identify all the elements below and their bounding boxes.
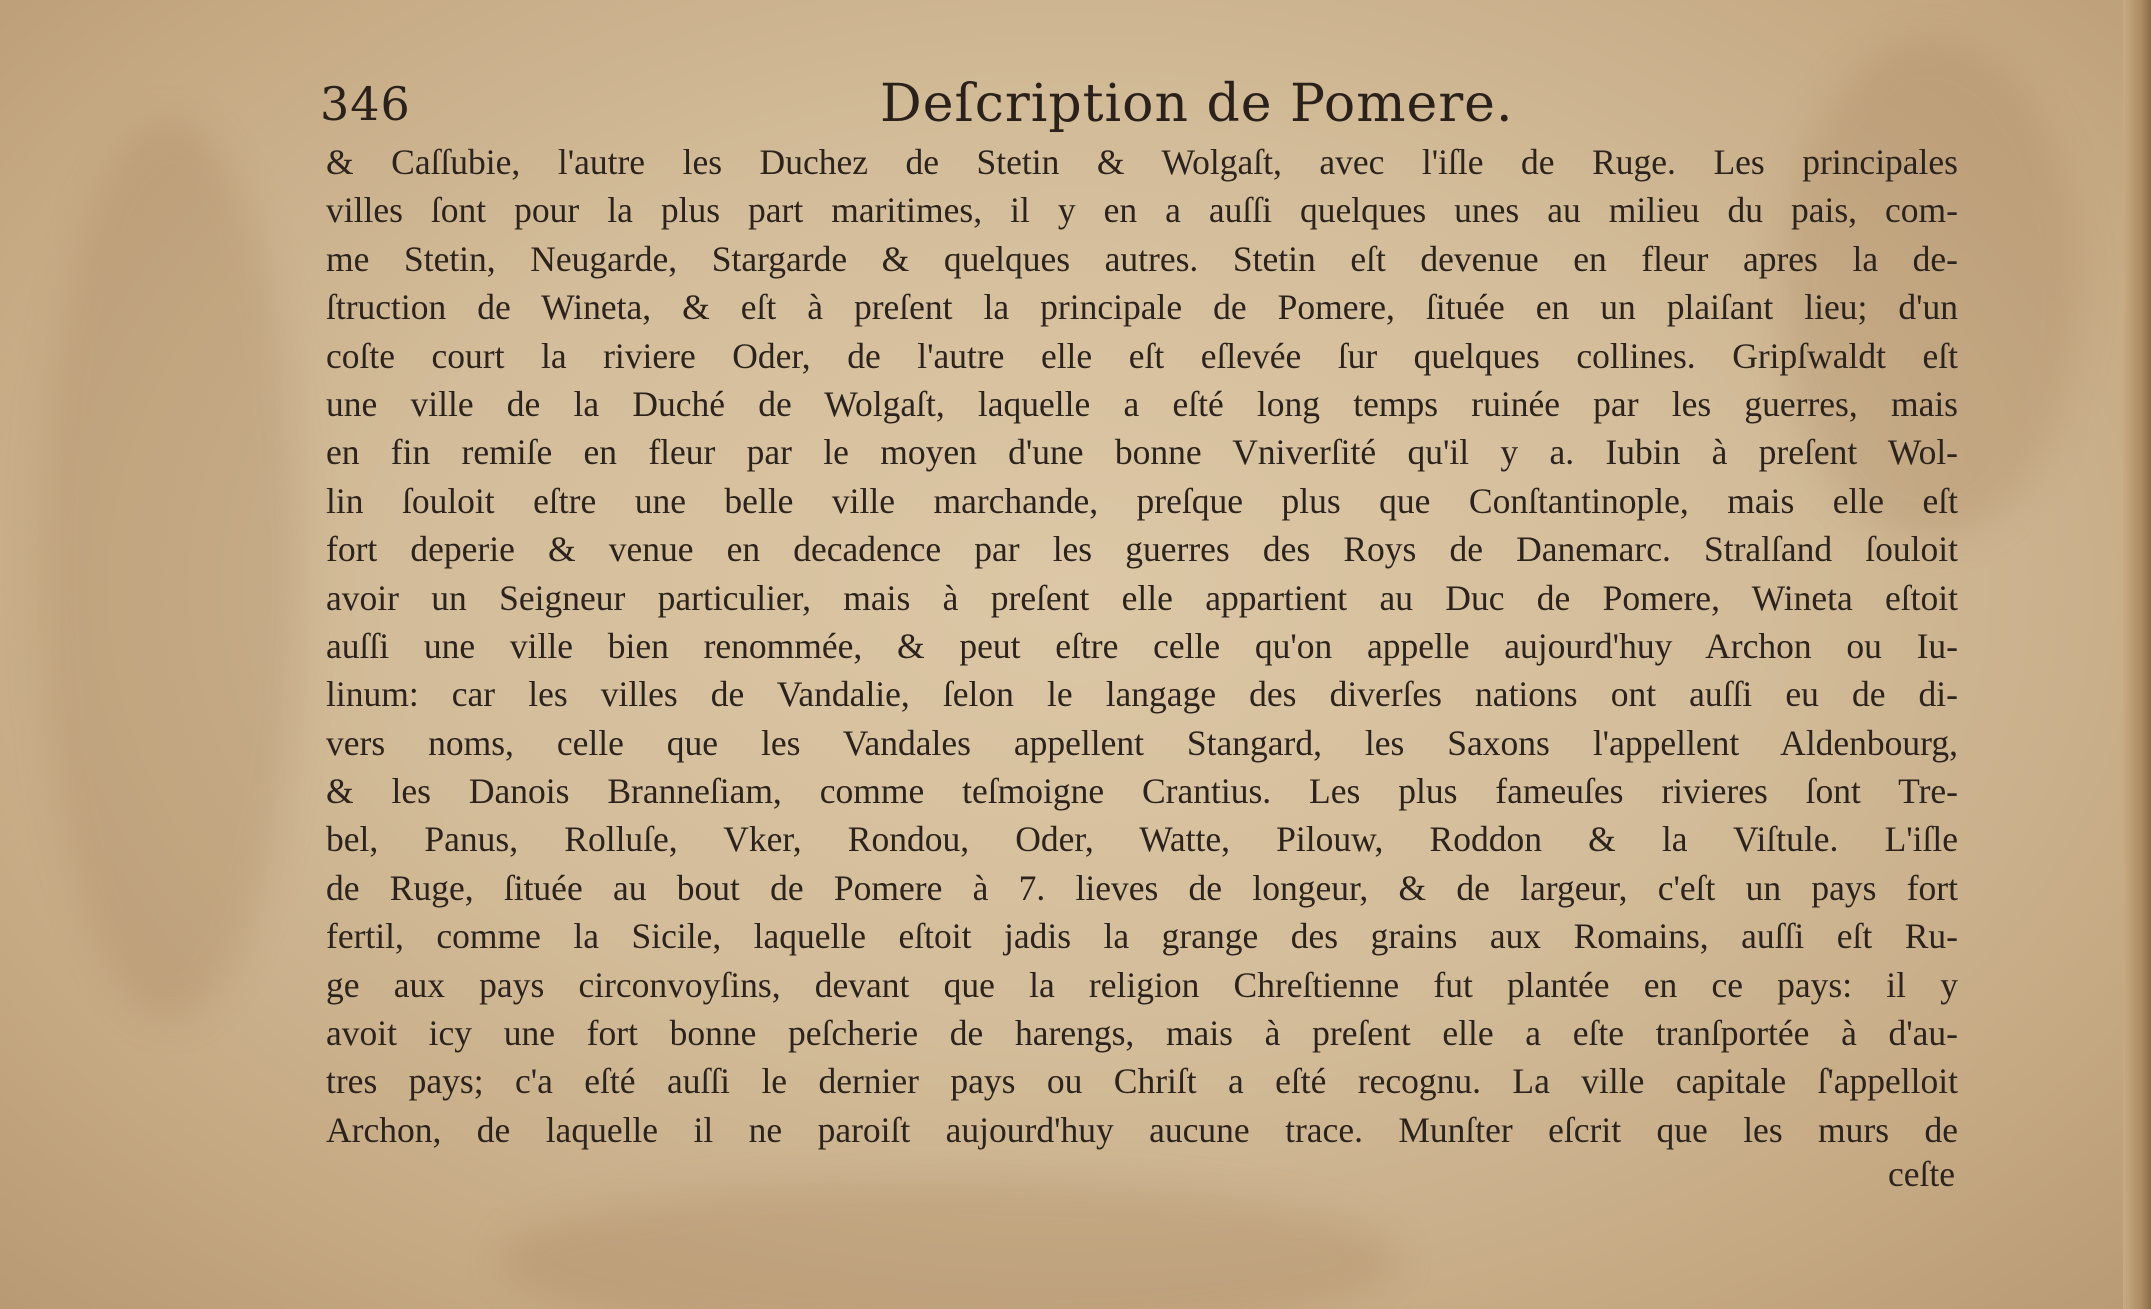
- text-line: avoir un Seigneur particulier, mais à preſent elle appartient au Duc de Pomere, Wineta eſtoit: [326, 577, 1958, 618]
- page-number: 346: [320, 77, 411, 131]
- text-line: lin ſouloit eſtre une belle ville marchande, preſque plus que Conſtantinople, mais elle eſt: [326, 480, 1958, 521]
- text-line: ſtruction de Wineta, & eſt à preſent la principale de Pomere, ſituée en un plaiſant lieu; d'un: [326, 287, 1958, 328]
- page-header: [320, 72, 2000, 136]
- page-edge: [2123, 0, 2151, 1309]
- text-line: bel, Panus, Rolluſe, Vker, Rondou, Oder, Watte, Pilouw, Roddon & la Viſtule. L'iſle: [326, 819, 1958, 860]
- running-title: Deſcription de Pomere.: [880, 74, 1514, 134]
- text-line: fertil, comme la Sicile, laquelle eſtoit jadis la grange des grains aux Romains, auſſi eſt Ru-: [326, 916, 1958, 957]
- text-line: une ville de la Duché de Wolgaſt, laquelle a eſté long temps ruinée par les guerres, mais: [326, 383, 1958, 424]
- text-line: tres pays; c'a eſté auſſi le dernier pays ou Chriſt a eſté recognu. La ville capitale ſ'appelloit: [326, 1061, 1958, 1102]
- text-line: de Ruge, ſituée au bout de Pomere à 7. lieves de longeur, & de largeur, c'eſt un pays fort: [326, 867, 1958, 908]
- text-line: villes ſont pour la plus part maritimes, il y en a auſſi quelques unes au milieu du pais, com-: [326, 190, 1958, 231]
- text-line: en fin remiſe en fleur par le moyen d'une bonne Vniverſité qu'il y a. Iubin à preſent Wol-: [326, 432, 1958, 473]
- text-line: linum: car les villes de Vandalie, ſelon le langage des diverſes nations ont auſſi eu de di-: [326, 674, 1958, 715]
- text-line: Archon, de laquelle il ne paroiſt aujourd'huy aucune trace. Munſter eſcrit que les murs de: [326, 1109, 1958, 1150]
- text-line: ge aux pays circonvoyſins, devant que la religion Chreſtienne fut plantée en ce pays: il y: [326, 964, 1958, 1005]
- text-line: & les Danois Branneſiam, comme teſmoigne Crantius. Les plus fameuſes rivieres ſont Tre-: [326, 771, 1958, 812]
- page-stain: [40, 120, 300, 1020]
- text-line: fort deperie & venue en decadence par les guerres des Roys de Danemarc. Stralſand ſouloit: [326, 529, 1958, 570]
- text-line: auſſi une ville bien renommée, & peut eſtre celle qu'on appelle aujourd'huy Archon ou Iu-: [326, 625, 1958, 666]
- page-stain: [500, 1180, 1400, 1309]
- text-line: vers noms, celle que les Vandales appellent Stangard, les Saxons l'appellent Aldenbourg,: [326, 722, 1958, 763]
- text-line: coſte court la riviere Oder, de l'autre elle eſt eſlevée ſur quelques collines. Gripſwaldt eſt: [326, 335, 1958, 376]
- text-line: avoit icy une fort bonne peſcherie de harengs, mais à preſent elle a eſte tranſportée à d'au-: [326, 1013, 1958, 1054]
- text-line: me Stetin, Neugarde, Stargarde & quelques autres. Stetin eſt devenue en fleur apres la de-: [326, 238, 1958, 279]
- text-line: & Caſſubie, l'autre les Duchez de Stetin & Wolgaſt, avec l'iſle de Ruge. Les principales: [326, 142, 1958, 182]
- body-text: [326, 138, 1958, 1154]
- catchword: ceſte: [1888, 1154, 1955, 1194]
